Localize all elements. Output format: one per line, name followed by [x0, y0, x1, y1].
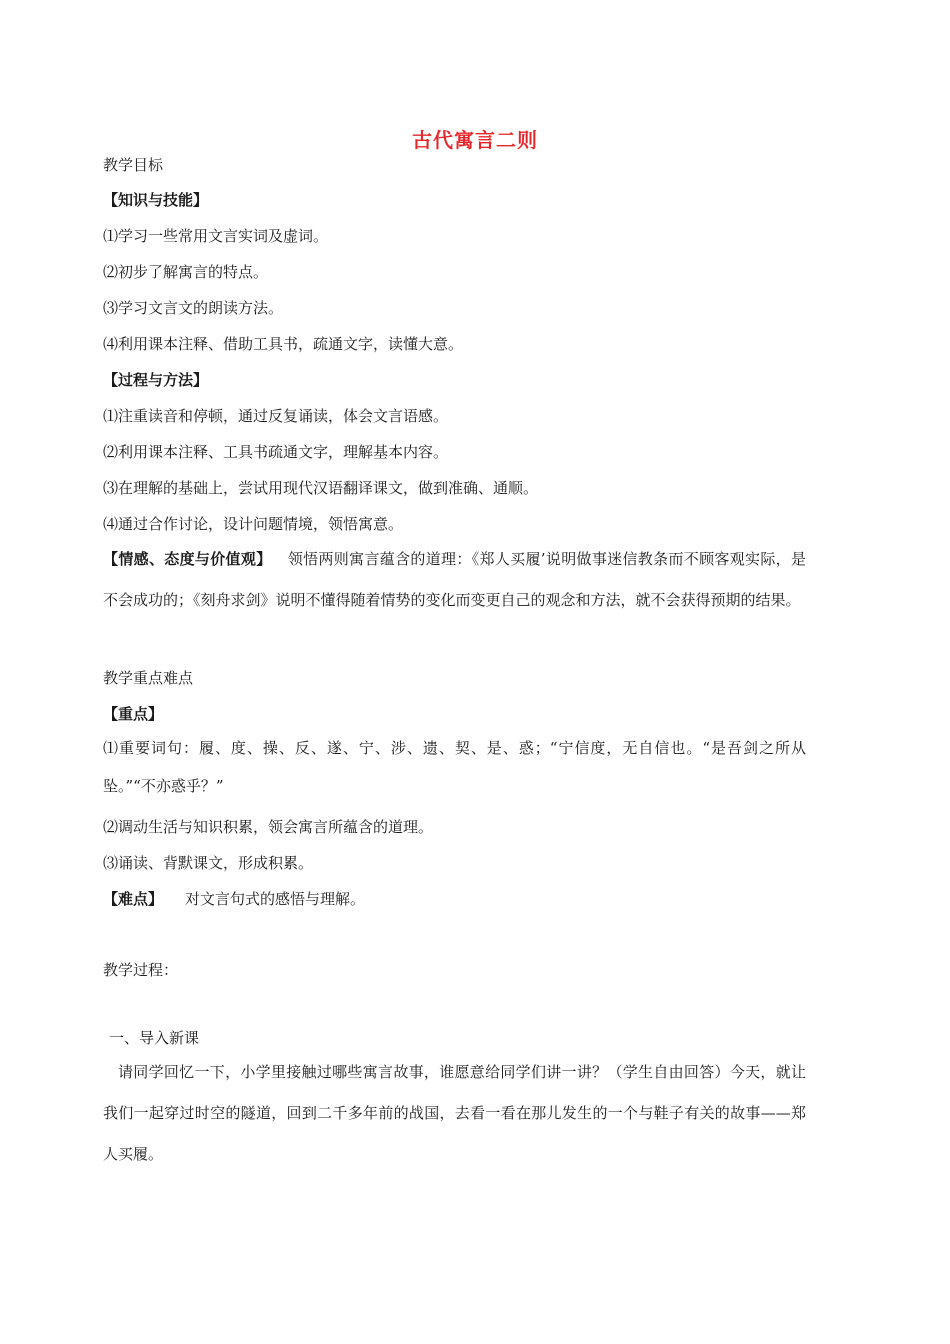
key-difficult-heading: 教学重点难点	[103, 669, 194, 687]
key-points-heading: 【重点】	[103, 705, 164, 723]
emotion-paragraph	[103, 539, 806, 621]
difficult-text: 对文言句式的感悟与理解。	[185, 890, 366, 908]
section-heading: 一、导入新课	[109, 1029, 200, 1047]
process-method-heading: 【过程与方法】	[103, 371, 209, 389]
knowledge-heading: 【知识与技能】	[103, 191, 209, 209]
key-point-item: ⑵调动生活与知识积累，领会寓言所蕴含的道理。	[103, 818, 434, 836]
process-item: ⑶在理解的基础上，尝试用现代汉语翻译课文，做到准确、通顺。	[103, 479, 539, 497]
document-title: 古代寓言二则	[412, 128, 538, 152]
process-item: ⑵利用课本注释、工具书疏通文字，理解基本内容。	[103, 443, 449, 461]
knowledge-item: ⑶学习文言文的朗读方法。	[103, 299, 284, 317]
emotion-heading: 【情感、态度与价值观】	[103, 550, 272, 568]
knowledge-item: ⑵初步了解寓言的特点。	[103, 263, 269, 281]
knowledge-item: ⑴学习一些常用文言实词及虚词。	[103, 227, 329, 245]
knowledge-item: ⑷利用课本注释、借助工具书，疏通文字，读懂大意。	[103, 335, 464, 353]
key-point-item: ⑶诵读、背默课文，形成积累。	[103, 854, 314, 872]
objectives-heading: 教学目标	[103, 156, 164, 174]
difficult-heading: 【难点】	[103, 890, 164, 908]
difficult-line	[103, 889, 365, 909]
teaching-process-heading: 教学过程：	[103, 961, 179, 979]
process-item: ⑴注重读音和停顿，通过反复诵读，体会文言语感。	[103, 407, 449, 425]
emotion-text: 领悟两则寓言蕴含的道理：《郑人买履’说明做事迷信教条而不顾客观实际，是不会成功的；《刻舟求剑》说明不懂得随着情势的变化而变更自己的观念和方法，就不会获得预期的结果。	[103, 550, 806, 609]
key-point-item: ⑴重要词句：履、度、操、反、遂、宁、涉、遗、契、是、惑；“宁信度，无自信也。“是吾剑之所从坠。”“不亦惑乎？”	[103, 739, 806, 795]
process-item: ⑷通过合作讨论，设计问题情境，领悟寓意。	[103, 515, 404, 533]
intro-paragraph: 请同学回忆一下，小学里接触过哪些寓言故事，谁愿意给同学们讲一讲？（学生自由回答）今天，就让我们一起穿过时空的隧道，回到二千多年前的战国，去看一看在那儿发生的一个与鞋子有关的故事——郑人买履。	[103, 1063, 806, 1163]
